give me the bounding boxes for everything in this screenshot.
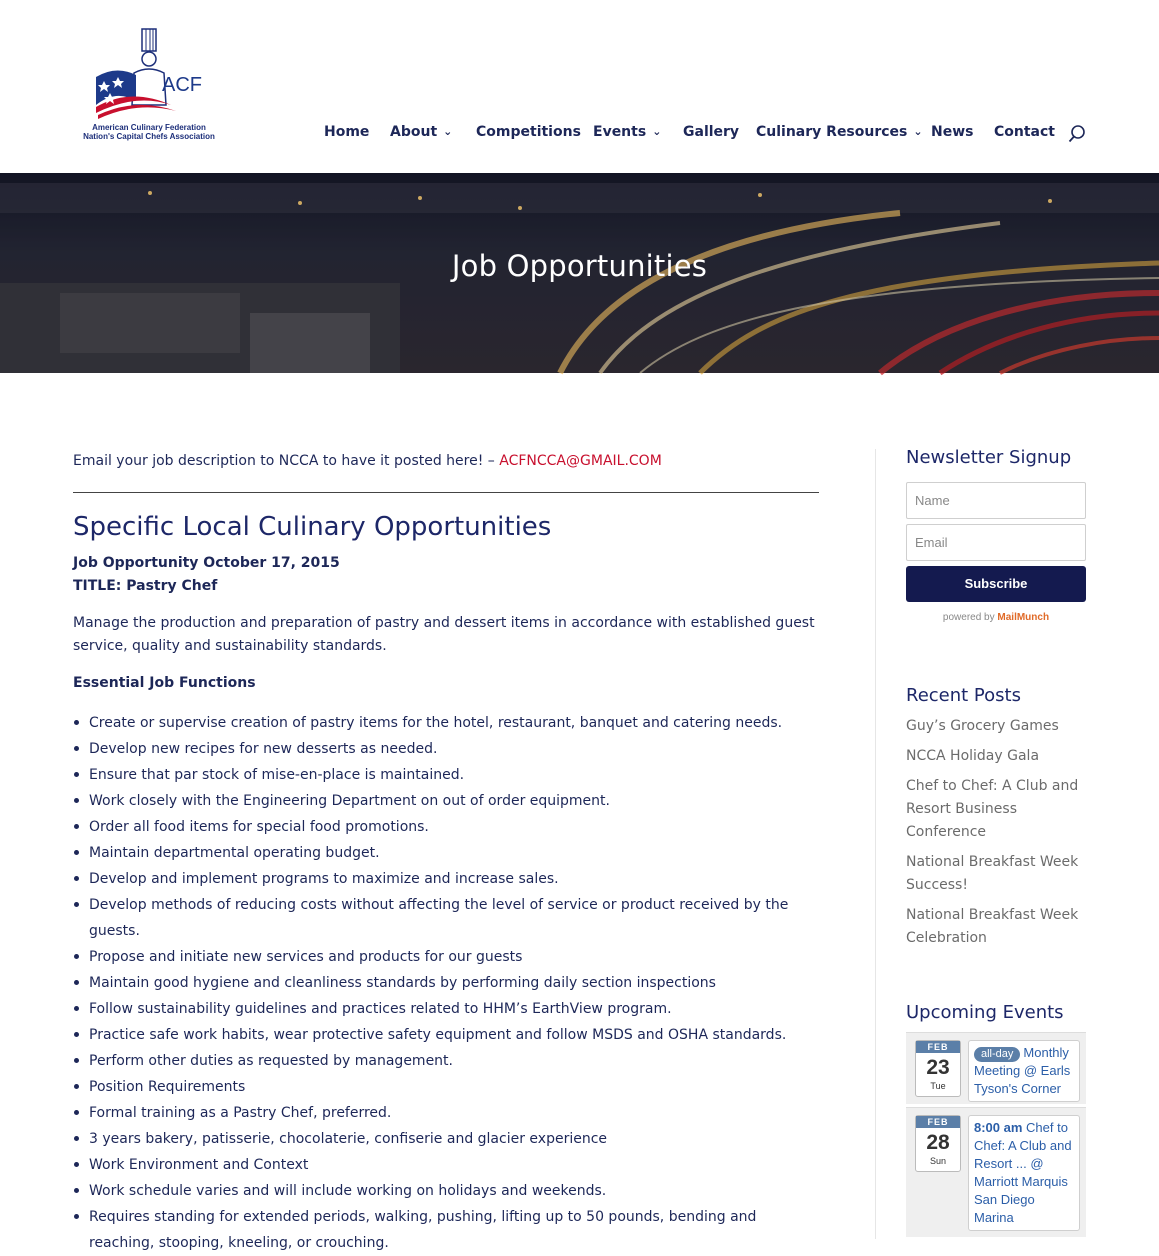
list-item: Maintain departmental operating budget. — [73, 840, 823, 866]
nav-news-label: News — [931, 124, 974, 140]
list-item: 3 years bakery, patisserie, chocolaterie, confiserie and glacier experience — [73, 1126, 823, 1152]
job-description: Manage the production and preparation of pastry and dessert items in accordance with established guest service, quality and sustainability standards. — [73, 615, 815, 654]
chevron-down-icon: ⌄ — [443, 125, 453, 138]
list-item: Practice safe work habits, wear protective safety equipment and follow MSDS and OSHA standards. — [73, 1022, 823, 1048]
recent-post-link[interactable]: National Breakfast Week Success! — [906, 854, 1079, 893]
list-item: Order all food items for special food promotions. — [73, 814, 823, 840]
recent-post-link[interactable]: Chef to Chef: A Club and Resort Business Conference — [906, 778, 1079, 840]
recent-post-link[interactable]: NCCA Holiday Gala — [906, 748, 1040, 764]
job-title: TITLE: Pastry Chef — [73, 578, 218, 594]
event-title: Monthly Meeting @ Earls Tyson's Corner — [974, 1045, 1071, 1096]
event-card[interactable] — [968, 1115, 1080, 1231]
recent-posts-list — [906, 715, 1086, 957]
list-item: Propose and initiate new services and products for our guests — [73, 944, 823, 970]
upcoming-events-heading: Upcoming Events — [906, 1002, 1064, 1023]
recent-post-link[interactable]: Guy’s Grocery Games — [906, 718, 1059, 734]
list-item: Work schedule varies and will include working on holidays and weekends. — [73, 1178, 823, 1204]
event-title: Chef to Chef: A Club and Resort ... @ Marriott Marquis San Diego Marina — [974, 1120, 1072, 1225]
list-item: Maintain good hygiene and cleanliness standards by performing daily section inspections — [73, 970, 823, 996]
event-card[interactable] — [968, 1040, 1080, 1102]
list-item: Follow sustainability guidelines and practices related to HHM’s EarthView program. — [73, 996, 823, 1022]
nav-culinary-resources[interactable] — [756, 124, 923, 140]
job-functions-list — [73, 710, 823, 1256]
event-item — [906, 1032, 1086, 1104]
list-item: Develop methods of reducing costs without affecting the level of service or product received by the guests. — [73, 892, 823, 944]
calendar-date-icon — [915, 1115, 961, 1172]
logo-line-2: Nation's Capital Chefs Association — [83, 132, 215, 141]
nav-gallery[interactable] — [683, 124, 739, 140]
list-item: Work closely with the Engineering Department on out of order equipment. — [73, 788, 823, 814]
logo-line-1: American Culinary Federation — [92, 123, 206, 132]
email-field[interactable]: Email — [906, 524, 1086, 561]
mailmunch-link[interactable]: MailMunch — [997, 612, 1050, 623]
newsletter-widget — [906, 447, 1086, 468]
recent-posts-heading: Recent Posts — [906, 685, 1021, 706]
nav-home-label: Home — [324, 124, 370, 140]
nav-competitions-label: Competitions — [476, 124, 581, 140]
logo-mark-text: ACF — [162, 74, 202, 96]
nav-about-label: About — [390, 124, 438, 140]
acf-emblem — [76, 27, 222, 123]
list-item: Create or supervise creation of pastry items for the hotel, restaurant, banquet and catering needs. — [73, 710, 823, 736]
nav-about[interactable] — [390, 124, 452, 140]
page-title: Job Opportunities — [451, 249, 708, 283]
recent-post-link[interactable]: National Breakfast Week Celebration — [906, 907, 1079, 946]
list-item: Work Environment and Context — [73, 1152, 823, 1178]
list-item: Perform other duties as requested by management. — [73, 1048, 823, 1074]
nav-contact-label: Contact — [994, 124, 1055, 140]
search-icon[interactable] — [1068, 125, 1086, 143]
list-item: Formal training as a Pastry Chef, preferred. — [73, 1100, 823, 1126]
chevron-down-icon: ⌄ — [652, 125, 662, 138]
subscribe-button[interactable]: Subscribe — [906, 566, 1086, 602]
site-header — [0, 0, 1159, 173]
list-item: Develop new recipes for new desserts as needed. — [73, 736, 823, 762]
divider — [73, 492, 819, 493]
nav-competitions[interactable] — [476, 124, 581, 140]
nav-culinary-resources-label: Culinary Resources — [756, 124, 908, 140]
nav-events[interactable] — [593, 124, 661, 140]
calendar-date-icon — [915, 1040, 961, 1097]
section-heading: Specific Local Culinary Opportunities — [73, 512, 552, 542]
newsletter-heading: Newsletter Signup — [906, 447, 1072, 468]
event-weekday: Sun — [929, 1156, 946, 1166]
powered-by-text: powered by — [942, 612, 998, 623]
nav-contact[interactable] — [994, 124, 1055, 140]
chevron-down-icon: ⌄ — [913, 125, 923, 138]
all-day-badge: all-day — [974, 1047, 1020, 1062]
hero-banner — [0, 173, 1159, 373]
job-date: Job Opportunity October 17, 2015 — [73, 555, 340, 571]
event-time: 8:00 am — [974, 1120, 1023, 1135]
list-item: Requires standing for extended periods, walking, pushing, lifting up to 50 pounds, bending and reaching, stooping, kneeling, or crouching. — [73, 1204, 823, 1256]
event-month: FEB — [916, 1116, 960, 1128]
sidebar-divider — [875, 449, 876, 1239]
event-weekday: Tue — [930, 1081, 946, 1091]
list-item: Position Requirements — [73, 1074, 823, 1100]
nav-news[interactable] — [931, 124, 973, 140]
functions-heading: Essential Job Functions — [73, 675, 256, 691]
intro-paragraph — [73, 450, 819, 472]
email-link[interactable]: ACFNCCA@GMAIL.COM — [499, 453, 662, 469]
event-month: FEB — [916, 1041, 960, 1053]
nav-events-label: Events — [593, 124, 647, 140]
intro-text: Email your job description to NCCA to have it posted here! – — [73, 453, 500, 469]
event-day: 23 — [926, 1056, 950, 1079]
nav-gallery-label: Gallery — [683, 124, 740, 140]
powered-by — [906, 612, 1086, 623]
name-field[interactable]: Name — [906, 482, 1086, 519]
list-item: Develop and implement programs to maximize and increase sales. — [73, 866, 823, 892]
event-item — [906, 1107, 1086, 1237]
list-item: Ensure that par stock of mise-en-place is maintained. — [73, 762, 823, 788]
event-day: 28 — [926, 1131, 950, 1154]
nav-home[interactable] — [324, 124, 369, 140]
acf-logo[interactable] — [76, 27, 222, 143]
